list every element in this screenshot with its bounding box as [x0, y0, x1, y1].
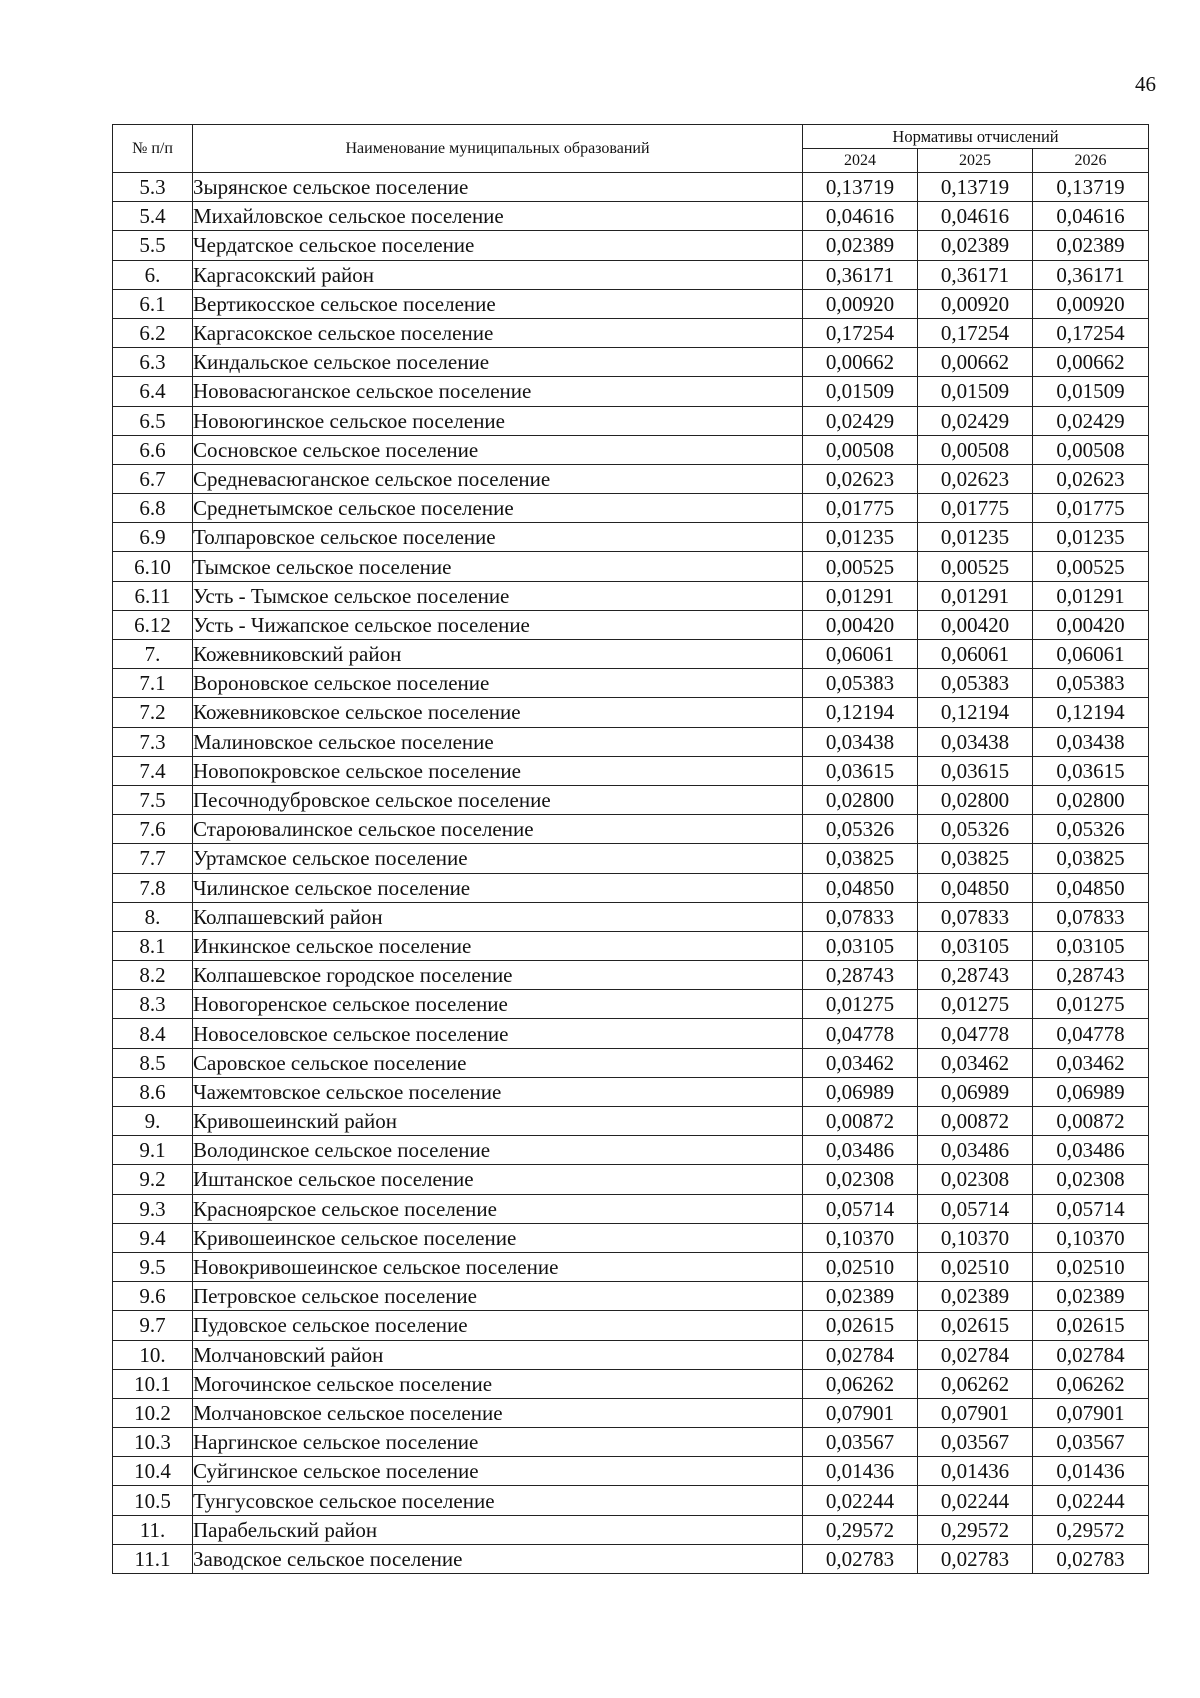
row-number: 8.: [113, 902, 193, 931]
row-number: 11.: [113, 1515, 193, 1544]
value-2026: 0,10370: [1033, 1223, 1149, 1252]
row-number: 6.3: [113, 348, 193, 377]
table-row: [113, 1194, 1149, 1223]
row-number: 6.9: [113, 523, 193, 552]
value-2026: 0,02784: [1033, 1340, 1149, 1369]
value-2024: 0,29572: [803, 1515, 918, 1544]
value-2026: 0,03462: [1033, 1048, 1149, 1077]
municipality-name: Новоселовское сельское поселение: [193, 1019, 803, 1048]
value-2025: 0,04778: [918, 1019, 1033, 1048]
municipality-name: Усть - Чижапское сельское поселение: [193, 610, 803, 639]
value-2025: 0,03105: [918, 931, 1033, 960]
municipality-name: Малиновское сельское поселение: [193, 727, 803, 756]
value-2025: 0,01235: [918, 523, 1033, 552]
value-2026: 0,03615: [1033, 756, 1149, 785]
row-number: 8.1: [113, 931, 193, 960]
municipality-name: Новопокровское сельское поселение: [193, 756, 803, 785]
row-number: 8.2: [113, 961, 193, 990]
value-2025: 0,01275: [918, 990, 1033, 1019]
row-number: 7.6: [113, 815, 193, 844]
value-2025: 0,03615: [918, 756, 1033, 785]
municipality-name: Толпаровское сельское поселение: [193, 523, 803, 552]
table-row: [113, 610, 1149, 639]
row-number: 6.6: [113, 435, 193, 464]
municipality-name: Чердатское сельское поселение: [193, 231, 803, 260]
table-row: [113, 640, 1149, 669]
table-row: [113, 727, 1149, 756]
value-2025: 0,00662: [918, 348, 1033, 377]
municipality-name: Вертикосское сельское поселение: [193, 289, 803, 318]
table-row: [113, 435, 1149, 464]
municipality-name: Петровское сельское поселение: [193, 1282, 803, 1311]
value-2024: 0,02800: [803, 785, 918, 814]
value-2024: 0,01509: [803, 377, 918, 406]
value-2024: 0,00872: [803, 1107, 918, 1136]
value-2024: 0,00508: [803, 435, 918, 464]
row-number: 7.8: [113, 873, 193, 902]
value-2024: 0,01775: [803, 494, 918, 523]
normatives-table: [112, 124, 1149, 1574]
municipality-name: Усть - Тымское сельское поселение: [193, 581, 803, 610]
table-body: [113, 173, 1149, 1574]
value-2026: 0,05326: [1033, 815, 1149, 844]
row-number: 7.: [113, 640, 193, 669]
table-row: [113, 1486, 1149, 1515]
municipality-name: Володинское сельское поселение: [193, 1136, 803, 1165]
value-2024: 0,10370: [803, 1223, 918, 1252]
municipality-name: Парабельский район: [193, 1515, 803, 1544]
municipality-name: Кривошеинское сельское поселение: [193, 1223, 803, 1252]
value-2026: 0,02389: [1033, 231, 1149, 260]
municipality-name: Кожевниковское сельское поселение: [193, 698, 803, 727]
value-2026: 0,03105: [1033, 931, 1149, 960]
row-number: 7.1: [113, 669, 193, 698]
value-2026: 0,06989: [1033, 1077, 1149, 1106]
table-row: [113, 815, 1149, 844]
municipality-name: Красноярское сельское поселение: [193, 1194, 803, 1223]
row-number: 9.1: [113, 1136, 193, 1165]
municipality-name: Чилинское сельское поселение: [193, 873, 803, 902]
value-2025: 0,02510: [918, 1252, 1033, 1281]
value-2025: 0,02244: [918, 1486, 1033, 1515]
table-row: [113, 202, 1149, 231]
table-row: [113, 1515, 1149, 1544]
municipality-name: Кожевниковский район: [193, 640, 803, 669]
table-row: [113, 1457, 1149, 1486]
value-2026: 0,01275: [1033, 990, 1149, 1019]
municipality-name: Пудовское сельское поселение: [193, 1311, 803, 1340]
row-number: 9.6: [113, 1282, 193, 1311]
value-2026: 0,17254: [1033, 318, 1149, 347]
value-2026: 0,04616: [1033, 202, 1149, 231]
row-number: 10.: [113, 1340, 193, 1369]
value-2025: 0,02389: [918, 1282, 1033, 1311]
value-2024: 0,04616: [803, 202, 918, 231]
value-2026: 0,07833: [1033, 902, 1149, 931]
value-2026: 0,29572: [1033, 1515, 1149, 1544]
value-2026: 0,02244: [1033, 1486, 1149, 1515]
value-2026: 0,04778: [1033, 1019, 1149, 1048]
value-2024: 0,03567: [803, 1428, 918, 1457]
value-2025: 0,13719: [918, 173, 1033, 202]
municipality-name: Тымское сельское поселение: [193, 552, 803, 581]
row-number: 6.4: [113, 377, 193, 406]
table-row: [113, 464, 1149, 493]
value-2026: 0,03438: [1033, 727, 1149, 756]
table-row: [113, 902, 1149, 931]
row-number: 9.5: [113, 1252, 193, 1281]
value-2026: 0,02429: [1033, 406, 1149, 435]
value-2024: 0,04850: [803, 873, 918, 902]
municipality-name: Староювалинское сельское поселение: [193, 815, 803, 844]
value-2024: 0,00525: [803, 552, 918, 581]
value-2025: 0,02623: [918, 464, 1033, 493]
municipality-name: Тунгусовское сельское поселение: [193, 1486, 803, 1515]
value-2025: 0,02308: [918, 1165, 1033, 1194]
municipality-name: Песочнодубровское сельское поселение: [193, 785, 803, 814]
value-2024: 0,02308: [803, 1165, 918, 1194]
municipality-name: Среднетымское сельское поселение: [193, 494, 803, 523]
table-row: [113, 289, 1149, 318]
value-2024: 0,00662: [803, 348, 918, 377]
table-row: [113, 318, 1149, 347]
value-2025: 0,12194: [918, 698, 1033, 727]
value-2024: 0,02783: [803, 1544, 918, 1573]
table-row: [113, 377, 1149, 406]
municipality-name: Уртамское сельское поселение: [193, 844, 803, 873]
municipality-name: Новоюгинское сельское поселение: [193, 406, 803, 435]
row-number: 8.5: [113, 1048, 193, 1077]
row-number: 10.5: [113, 1486, 193, 1515]
row-number: 9.: [113, 1107, 193, 1136]
value-2026: 0,12194: [1033, 698, 1149, 727]
value-2025: 0,07901: [918, 1398, 1033, 1427]
value-2024: 0,06989: [803, 1077, 918, 1106]
table-row: [113, 873, 1149, 902]
value-2025: 0,03486: [918, 1136, 1033, 1165]
value-2024: 0,04778: [803, 1019, 918, 1048]
table-row: [113, 990, 1149, 1019]
row-number: 6.: [113, 260, 193, 289]
municipality-name: Каргасокский район: [193, 260, 803, 289]
municipality-name: Могочинское сельское поселение: [193, 1369, 803, 1398]
value-2025: 0,06989: [918, 1077, 1033, 1106]
row-number: 7.3: [113, 727, 193, 756]
municipality-name: Суйгинское сельское поселение: [193, 1457, 803, 1486]
value-2026: 0,02783: [1033, 1544, 1149, 1573]
table-row: [113, 844, 1149, 873]
value-2025: 0,00420: [918, 610, 1033, 639]
value-2024: 0,28743: [803, 961, 918, 990]
value-2024: 0,02615: [803, 1311, 918, 1340]
value-2026: 0,06061: [1033, 640, 1149, 669]
table-row: [113, 1282, 1149, 1311]
table-row: [113, 1019, 1149, 1048]
value-2025: 0,07833: [918, 902, 1033, 931]
municipality-name: Зырянское сельское поселение: [193, 173, 803, 202]
row-number: 6.12: [113, 610, 193, 639]
table-row: [113, 1369, 1149, 1398]
value-2025: 0,01775: [918, 494, 1033, 523]
table-row: [113, 756, 1149, 785]
value-2025: 0,05383: [918, 669, 1033, 698]
value-2026: 0,00508: [1033, 435, 1149, 464]
row-number: 9.7: [113, 1311, 193, 1340]
municipality-name: Средневасюганское сельское поселение: [193, 464, 803, 493]
value-2024: 0,03462: [803, 1048, 918, 1077]
value-2025: 0,36171: [918, 260, 1033, 289]
value-2024: 0,03615: [803, 756, 918, 785]
value-2024: 0,17254: [803, 318, 918, 347]
row-number: 5.3: [113, 173, 193, 202]
value-2025: 0,03825: [918, 844, 1033, 873]
value-2024: 0,05383: [803, 669, 918, 698]
value-2024: 0,07901: [803, 1398, 918, 1427]
value-2025: 0,04616: [918, 202, 1033, 231]
value-2025: 0,00872: [918, 1107, 1033, 1136]
value-2026: 0,03567: [1033, 1428, 1149, 1457]
table-row: [113, 1107, 1149, 1136]
row-number: 6.2: [113, 318, 193, 347]
value-2025: 0,00525: [918, 552, 1033, 581]
row-number: 8.4: [113, 1019, 193, 1048]
municipality-name: Наргинское сельское поселение: [193, 1428, 803, 1457]
table-row: [113, 581, 1149, 610]
value-2024: 0,13719: [803, 173, 918, 202]
municipality-name: Иштанское сельское поселение: [193, 1165, 803, 1194]
table-row: [113, 1136, 1149, 1165]
value-2025: 0,17254: [918, 318, 1033, 347]
row-number: 10.4: [113, 1457, 193, 1486]
row-number: 6.1: [113, 289, 193, 318]
table-row: [113, 260, 1149, 289]
value-2026: 0,01775: [1033, 494, 1149, 523]
municipality-name: Вороновское сельское поселение: [193, 669, 803, 698]
row-number: 5.4: [113, 202, 193, 231]
value-2025: 0,05714: [918, 1194, 1033, 1223]
table-row: [113, 1428, 1149, 1457]
table-row: [113, 231, 1149, 260]
row-number: 9.3: [113, 1194, 193, 1223]
value-2024: 0,07833: [803, 902, 918, 931]
value-2026: 0,02623: [1033, 464, 1149, 493]
municipality-name: Саровское сельское поселение: [193, 1048, 803, 1077]
page-number: 46: [1135, 72, 1156, 96]
table-row: [113, 552, 1149, 581]
value-2026: 0,00420: [1033, 610, 1149, 639]
value-2024: 0,03105: [803, 931, 918, 960]
municipality-name: Заводское сельское поселение: [193, 1544, 803, 1573]
value-2024: 0,03825: [803, 844, 918, 873]
value-2025: 0,00920: [918, 289, 1033, 318]
header-year-2026: 2026: [1033, 149, 1149, 173]
value-2025: 0,02800: [918, 785, 1033, 814]
value-2026: 0,05714: [1033, 1194, 1149, 1223]
value-2026: 0,01235: [1033, 523, 1149, 552]
value-2026: 0,02510: [1033, 1252, 1149, 1281]
value-2024: 0,01436: [803, 1457, 918, 1486]
row-number: 7.4: [113, 756, 193, 785]
value-2024: 0,01275: [803, 990, 918, 1019]
value-2025: 0,02784: [918, 1340, 1033, 1369]
row-number: 6.7: [113, 464, 193, 493]
value-2026: 0,00920: [1033, 289, 1149, 318]
value-2025: 0,06262: [918, 1369, 1033, 1398]
value-2024: 0,06061: [803, 640, 918, 669]
value-2026: 0,03825: [1033, 844, 1149, 873]
municipality-name: Каргасокское сельское поселение: [193, 318, 803, 347]
header-year-2025: 2025: [918, 149, 1033, 173]
value-2024: 0,03438: [803, 727, 918, 756]
row-number: 8.3: [113, 990, 193, 1019]
municipality-name: Кривошеинский район: [193, 1107, 803, 1136]
table-row: [113, 173, 1149, 202]
value-2025: 0,06061: [918, 640, 1033, 669]
table-row: [113, 1544, 1149, 1573]
table-row: [113, 348, 1149, 377]
table-row: [113, 785, 1149, 814]
value-2024: 0,05326: [803, 815, 918, 844]
value-2026: 0,07901: [1033, 1398, 1149, 1427]
row-number: 10.1: [113, 1369, 193, 1398]
municipality-name: Колпашевское городское поселение: [193, 961, 803, 990]
value-2025: 0,01436: [918, 1457, 1033, 1486]
row-number: 6.8: [113, 494, 193, 523]
row-number: 6.10: [113, 552, 193, 581]
value-2025: 0,03567: [918, 1428, 1033, 1457]
table-row: [113, 523, 1149, 552]
value-2026: 0,00872: [1033, 1107, 1149, 1136]
value-2026: 0,01291: [1033, 581, 1149, 610]
municipality-name: Сосновское сельское поселение: [193, 435, 803, 464]
value-2025: 0,02429: [918, 406, 1033, 435]
municipality-name: Молчановский район: [193, 1340, 803, 1369]
municipality-name: Чажемтовское сельское поселение: [193, 1077, 803, 1106]
value-2025: 0,02389: [918, 231, 1033, 260]
value-2026: 0,28743: [1033, 961, 1149, 990]
value-2024: 0,00920: [803, 289, 918, 318]
row-number: 11.1: [113, 1544, 193, 1573]
value-2025: 0,03462: [918, 1048, 1033, 1077]
municipality-name: Киндальское сельское поселение: [193, 348, 803, 377]
value-2026: 0,05383: [1033, 669, 1149, 698]
value-2026: 0,03486: [1033, 1136, 1149, 1165]
value-2024: 0,00420: [803, 610, 918, 639]
value-2026: 0,04850: [1033, 873, 1149, 902]
municipality-name: Михайловское сельское поселение: [193, 202, 803, 231]
header-number: № п/п: [113, 125, 193, 173]
row-number: 5.5: [113, 231, 193, 260]
municipality-name: Новокривошеинское сельское поселение: [193, 1252, 803, 1281]
value-2024: 0,36171: [803, 260, 918, 289]
value-2024: 0,02389: [803, 1282, 918, 1311]
value-2024: 0,02244: [803, 1486, 918, 1515]
row-number: 7.7: [113, 844, 193, 873]
table-row: [113, 669, 1149, 698]
municipality-name: Колпашевский район: [193, 902, 803, 931]
table-row: [113, 1398, 1149, 1427]
row-number: 10.2: [113, 1398, 193, 1427]
value-2026: 0,01436: [1033, 1457, 1149, 1486]
table-row: [113, 494, 1149, 523]
value-2025: 0,00508: [918, 435, 1033, 464]
value-2025: 0,03438: [918, 727, 1033, 756]
value-2024: 0,01235: [803, 523, 918, 552]
row-number: 9.2: [113, 1165, 193, 1194]
table-row: [113, 698, 1149, 727]
table-row: [113, 1048, 1149, 1077]
value-2025: 0,01509: [918, 377, 1033, 406]
row-number: 9.4: [113, 1223, 193, 1252]
value-2025: 0,29572: [918, 1515, 1033, 1544]
row-number: 7.5: [113, 785, 193, 814]
value-2024: 0,02623: [803, 464, 918, 493]
value-2024: 0,02389: [803, 231, 918, 260]
value-2026: 0,02800: [1033, 785, 1149, 814]
value-2024: 0,02784: [803, 1340, 918, 1369]
value-2024: 0,05714: [803, 1194, 918, 1223]
value-2026: 0,02308: [1033, 1165, 1149, 1194]
municipality-name: Инкинское сельское поселение: [193, 931, 803, 960]
value-2026: 0,01509: [1033, 377, 1149, 406]
row-number: 7.2: [113, 698, 193, 727]
table-row: [113, 1077, 1149, 1106]
table-row: [113, 1223, 1149, 1252]
value-2025: 0,02783: [918, 1544, 1033, 1573]
value-2025: 0,01291: [918, 581, 1033, 610]
table-row: [113, 1311, 1149, 1340]
municipality-name: Нововасюганское сельское поселение: [193, 377, 803, 406]
value-2024: 0,12194: [803, 698, 918, 727]
value-2024: 0,01291: [803, 581, 918, 610]
table-row: [113, 1340, 1149, 1369]
table-header: [113, 125, 1149, 173]
value-2025: 0,04850: [918, 873, 1033, 902]
row-number: 6.5: [113, 406, 193, 435]
value-2026: 0,02389: [1033, 1282, 1149, 1311]
value-2026: 0,00525: [1033, 552, 1149, 581]
value-2025: 0,05326: [918, 815, 1033, 844]
value-2025: 0,02615: [918, 1311, 1033, 1340]
table-row: [113, 1165, 1149, 1194]
value-2026: 0,02615: [1033, 1311, 1149, 1340]
table-row: [113, 1252, 1149, 1281]
municipality-name: Молчановское сельское поселение: [193, 1398, 803, 1427]
value-2024: 0,03486: [803, 1136, 918, 1165]
row-number: 6.11: [113, 581, 193, 610]
header-normatives: Нормативы отчислений: [803, 125, 1149, 149]
value-2025: 0,10370: [918, 1223, 1033, 1252]
value-2024: 0,02510: [803, 1252, 918, 1281]
municipality-name: Новогоренское сельское поселение: [193, 990, 803, 1019]
value-2026: 0,06262: [1033, 1369, 1149, 1398]
header-year-2024: 2024: [803, 149, 918, 173]
value-2024: 0,02429: [803, 406, 918, 435]
value-2026: 0,00662: [1033, 348, 1149, 377]
row-number: 10.3: [113, 1428, 193, 1457]
header-name: Наименование муниципальных образований: [193, 125, 803, 173]
value-2025: 0,28743: [918, 961, 1033, 990]
table-row: [113, 406, 1149, 435]
value-2026: 0,13719: [1033, 173, 1149, 202]
table-row: [113, 931, 1149, 960]
value-2024: 0,06262: [803, 1369, 918, 1398]
row-number: 8.6: [113, 1077, 193, 1106]
value-2026: 0,36171: [1033, 260, 1149, 289]
table-row: [113, 961, 1149, 990]
